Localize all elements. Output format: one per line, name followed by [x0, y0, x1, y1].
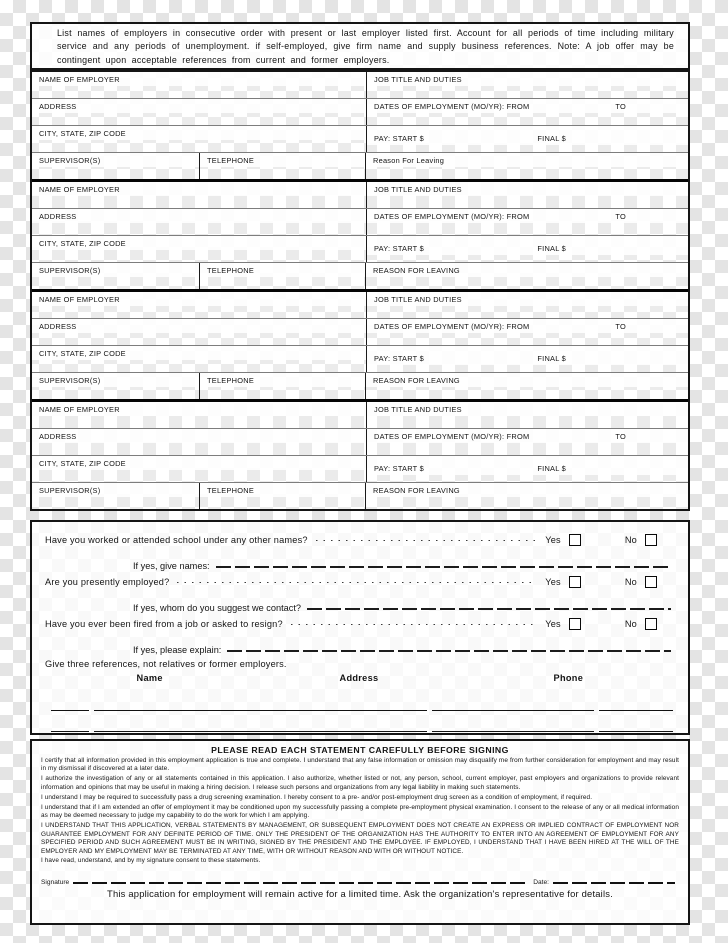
reference-phone-line[interactable] — [599, 730, 673, 732]
reference-line-segment[interactable] — [51, 730, 89, 732]
supervisor-label: SUPERVISOR(S) — [32, 263, 199, 277]
city-state-zip-label: CITY, STATE, ZIP CODE — [32, 236, 366, 250]
telephone-label: TELEPHONE — [200, 373, 365, 387]
dates-of-employment-label: DATES OF EMPLOYMENT (MO/YR): FROM — [374, 102, 530, 111]
address-field[interactable] — [32, 333, 366, 345]
dotted-leader — [177, 582, 535, 584]
yes-label: Yes — [545, 618, 561, 629]
name-of-employer-label: NAME OF EMPLOYER — [32, 402, 366, 416]
city-state-zip-label: CITY, STATE, ZIP CODE — [32, 346, 366, 360]
job-title-duties-label: JOB TITLE AND DUTIES — [367, 72, 688, 86]
pay-field[interactable] — [367, 255, 688, 262]
reference-address-line[interactable] — [432, 709, 594, 711]
yes-label: Yes — [545, 576, 561, 587]
telephone-field[interactable] — [200, 167, 365, 179]
telephone-field[interactable] — [200, 387, 365, 399]
instructions-text: List names of employers in consecutive order with present or last employer listed first. Account for all periods of time including military service and any periods of unemployment. if self-employed, give firm name and supply business references. Note: A job offer may be contingent upon acceptable references from current and former employers. — [57, 28, 674, 65]
address-label: ADDRESS — [32, 99, 366, 113]
pay-field[interactable] — [367, 475, 688, 482]
pay-start-label: PAY: START $ — [374, 464, 424, 473]
no-label: No — [624, 618, 637, 629]
other-names-yes-checkbox[interactable] — [569, 534, 581, 546]
employer-block-3 — [32, 289, 688, 399]
address-label: ADDRESS — [32, 209, 366, 223]
city-state-zip-label: CITY, STATE, ZIP CODE — [32, 456, 366, 470]
ever-fired-no-checkbox[interactable] — [645, 618, 657, 630]
reason-for-leaving-field[interactable] — [366, 387, 688, 399]
whom-contact-answer-line[interactable] — [307, 608, 671, 610]
job-title-duties-label: JOB TITLE AND DUTIES — [367, 182, 688, 196]
name-of-employer-field[interactable] — [32, 196, 366, 208]
job-title-duties-field[interactable] — [367, 306, 688, 318]
date-line[interactable] — [553, 882, 675, 884]
telephone-label: TELEPHONE — [200, 483, 365, 497]
no-label: No — [624, 534, 637, 545]
dates-field[interactable] — [367, 333, 688, 345]
city-state-zip-field[interactable] — [32, 470, 366, 482]
employer-block-1 — [32, 72, 688, 179]
reference-row-1 — [45, 690, 673, 711]
supervisor-field[interactable] — [32, 497, 199, 509]
question-presently-employed — [45, 571, 673, 592]
ever-fired-yes-checkbox[interactable] — [569, 618, 581, 630]
job-title-duties-field[interactable] — [367, 196, 688, 208]
statement-paragraph-3: I understand I may be required to successfully pass a drug screening examination. I hereby consent to a pre- and/or post-employment drug screen as a condition of employment, if required. — [41, 793, 593, 801]
pay-start-label: PAY: START $ — [374, 354, 424, 363]
address-field[interactable] — [32, 223, 366, 235]
dates-of-employment-label: DATES OF EMPLOYMENT (MO/YR): FROM — [374, 212, 530, 221]
employment-history-instructions — [30, 22, 690, 70]
question-text: Have you ever been fired from a job or asked to resign? — [45, 618, 283, 629]
question-text: Are you presently employed? — [45, 576, 170, 587]
application-active-note: This application for employment will remain active for a limited time. Ask the organization's representative for details. — [107, 887, 613, 899]
telephone-field[interactable] — [200, 277, 365, 289]
statement-section — [30, 739, 690, 925]
questions-section — [30, 520, 690, 735]
pay-start-label: PAY: START $ — [374, 244, 424, 253]
presently-employed-yes-checkbox[interactable] — [569, 576, 581, 588]
name-of-employer-label: NAME OF EMPLOYER — [32, 72, 366, 86]
pay-field[interactable] — [367, 145, 688, 152]
telephone-field[interactable] — [200, 497, 365, 509]
reference-name-header: Name — [136, 673, 163, 683]
statement-paragraph-6: I have read, understand, and by my signature consent to these statements. — [41, 857, 261, 865]
address-field[interactable] — [32, 443, 366, 455]
city-state-zip-field[interactable] — [32, 250, 366, 262]
supervisor-field[interactable] — [32, 167, 199, 179]
city-state-zip-field[interactable] — [32, 140, 366, 152]
address-label: ADDRESS — [32, 319, 366, 333]
followup-label: If yes, give names: — [133, 561, 210, 571]
no-label: No — [624, 576, 637, 587]
employer-history-table — [30, 70, 690, 511]
pay-final-label: FINAL $ — [537, 244, 566, 253]
reference-line-segment[interactable] — [51, 709, 89, 711]
dotted-leader — [291, 624, 536, 626]
city-state-zip-field[interactable] — [32, 360, 366, 372]
reason-for-leaving-label: Reason For Leaving — [366, 153, 688, 167]
question-ever-fired — [45, 613, 673, 634]
followup-give-names — [45, 550, 673, 571]
presently-employed-no-checkbox[interactable] — [645, 576, 657, 588]
dates-field[interactable] — [367, 113, 688, 125]
statement-paragraph-5: I UNDERSTAND THAT THIS APPLICATION, VERBAL STATEMENTS BY MANAGEMENT, OR SUBSEQUENT EMPLOYMENT DOES NOT CREATE AN EXPRESS OR IMPLIED CONTRACT OF EMPLOYMENT NOR GUARANTEE EMPLOYMENT FOR ANY DEFINITE PERIOD OF TIME. ONLY THE PRESIDENT OF THE ORGANIZATION HAS THE AUTHORITY TO ENTER INTO AN AGREEMENT OF EMPLOYMENT FOR ANY SPECIFIED PERIOD AND SUCH AGREEMENT MUST BE IN WRITING, SIGNED BY THE PRESIDENT AND THE EMPLOYEE. IF EMPLOYED, I UNDERSTAND THAT I HAVE BEEN HIRED AT THE WILL OF THE EMPLOYER AND MY EMPLOYMENT MAY BE TERMINATED AT ANY TIME, WITH OR WITHOUT REASON AND WITH OR WITHOUT NOTICE. — [41, 822, 679, 855]
job-title-duties-label: JOB TITLE AND DUTIES — [367, 402, 688, 416]
yes-label: Yes — [545, 534, 561, 545]
name-of-employer-label: NAME OF EMPLOYER — [32, 182, 366, 196]
supervisor-label: SUPERVISOR(S) — [32, 483, 199, 497]
telephone-label: TELEPHONE — [200, 263, 365, 277]
signature-row — [41, 869, 679, 886]
other-names-no-checkbox[interactable] — [645, 534, 657, 546]
reference-address-line[interactable] — [432, 730, 594, 732]
followup-label: If yes, whom do you suggest we contact? — [133, 603, 302, 613]
name-of-employer-field[interactable] — [32, 86, 366, 98]
references-instruction: Give three references, not relatives or former employers. — [45, 659, 287, 669]
address-field[interactable] — [32, 113, 366, 125]
signature-label: Signature — [41, 878, 70, 886]
dotted-leader — [316, 540, 536, 542]
job-title-duties-field[interactable] — [367, 416, 688, 428]
followup-please-explain — [45, 634, 673, 655]
pay-final-label: FINAL $ — [537, 464, 566, 473]
reference-address-header: Address — [339, 673, 379, 683]
dates-to-label: TO — [615, 102, 626, 111]
references-header-row — [45, 673, 673, 690]
dates-to-label: TO — [615, 212, 626, 221]
reason-for-leaving-field[interactable] — [366, 167, 688, 179]
reason-for-leaving-label: REASON FOR LEAVING — [366, 263, 688, 277]
pay-final-label: FINAL $ — [537, 354, 566, 363]
date-label: Date: — [533, 878, 549, 886]
name-of-employer-field[interactable] — [32, 416, 366, 428]
name-of-employer-label: NAME OF EMPLOYER — [32, 292, 366, 306]
followup-label: If yes, please explain: — [133, 645, 222, 655]
reason-for-leaving-field[interactable] — [366, 497, 688, 509]
supervisor-label: SUPERVISOR(S) — [32, 373, 199, 387]
supervisor-field[interactable] — [32, 387, 199, 399]
telephone-label: TELEPHONE — [200, 153, 365, 167]
pay-final-label: FINAL $ — [537, 134, 566, 143]
dates-of-employment-label: DATES OF EMPLOYMENT (MO/YR): FROM — [374, 432, 530, 441]
city-state-zip-label: CITY, STATE, ZIP CODE — [32, 126, 366, 140]
please-explain-answer-line[interactable] — [227, 650, 671, 652]
reference-name-line[interactable] — [94, 709, 427, 711]
reference-row-2 — [45, 711, 673, 732]
dates-of-employment-label: DATES OF EMPLOYMENT (MO/YR): FROM — [374, 322, 530, 331]
job-title-duties-label: JOB TITLE AND DUTIES — [367, 292, 688, 306]
pay-field[interactable] — [367, 365, 688, 372]
pay-start-label: PAY: START $ — [374, 134, 424, 143]
statement-paragraph-2: I authorize the investigation of any or all statements contained in this application. I also authorize, whether listed or not, any person, school, current employer, past employers and organizations to provide relevant information and opinions that may be useful in making a hiring decision. I release such persons and organizations from any legal liability in making such statements. — [41, 775, 679, 791]
dates-to-label: TO — [615, 322, 626, 331]
job-title-duties-field[interactable] — [367, 86, 688, 98]
reference-phone-line[interactable] — [599, 709, 673, 711]
statement-heading: PLEASE READ EACH STATEMENT CAREFULLY BEFORE SIGNING — [211, 745, 509, 755]
statement-paragraph-1: I certify that all information provided in this employment application is true and complete. I understand that any false information or omission may disqualify me from further consideration for employment and may result in my dismissal if discovered at a later date. — [41, 757, 679, 773]
question-text: Have you worked or attended school under any other names? — [45, 534, 308, 545]
followup-whom-contact — [45, 592, 673, 613]
reason-for-leaving-field[interactable] — [366, 277, 688, 289]
name-of-employer-field[interactable] — [32, 306, 366, 318]
question-other-names — [45, 529, 673, 550]
supervisor-label: SUPERVISOR(S) — [32, 153, 199, 167]
dates-to-label: TO — [615, 432, 626, 441]
supervisor-field[interactable] — [32, 277, 199, 289]
reference-name-line[interactable] — [94, 730, 427, 732]
dates-field[interactable] — [367, 443, 688, 455]
reference-row-3 — [45, 732, 673, 735]
employer-block-2 — [32, 179, 688, 289]
signature-line[interactable] — [73, 882, 529, 884]
statement-paragraph-4: I understand that if I am extended an offer of employment it may be conditioned upon my successfully passing a complete pre-employment physical examination. I consent to the release of any or all medical information as may be deemed necessary to judge my capability to do the work for which I am applying. — [41, 803, 679, 820]
reason-for-leaving-label: REASON FOR LEAVING — [366, 483, 688, 497]
dates-field[interactable] — [367, 223, 688, 235]
address-label: ADDRESS — [32, 429, 366, 443]
employer-block-4 — [32, 399, 688, 509]
reason-for-leaving-label: REASON FOR LEAVING — [366, 373, 688, 387]
give-names-answer-line[interactable] — [216, 566, 671, 568]
reference-phone-header: Phone — [553, 673, 584, 683]
